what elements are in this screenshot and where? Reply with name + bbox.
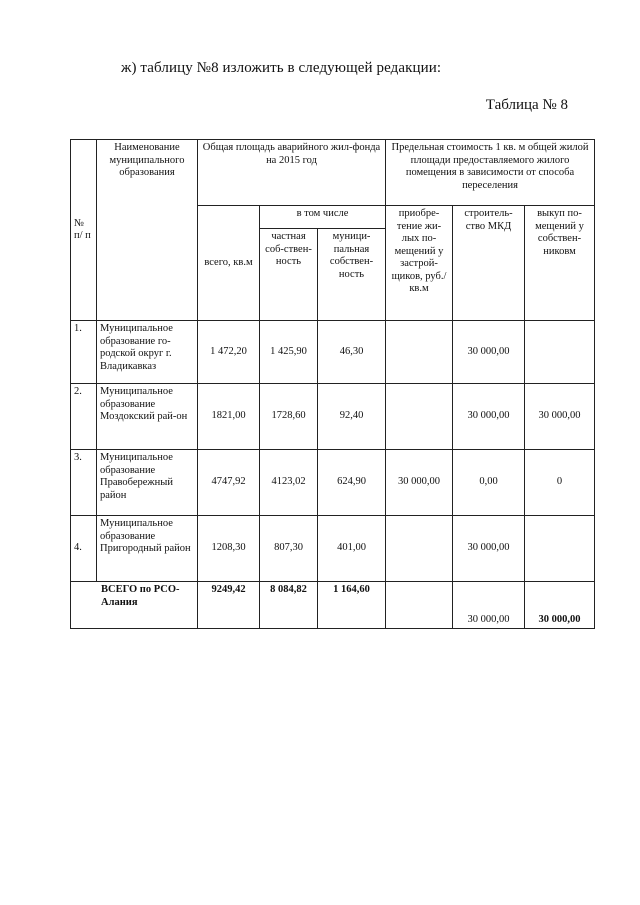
- total-area-private: 8 084,82: [260, 582, 318, 629]
- row-cost-buyout: [525, 321, 595, 384]
- header-name: Наименование муниципального образования: [97, 140, 198, 321]
- row-cost-construction: 30 000,00: [453, 516, 525, 582]
- row-name: Муниципальное образование Моздокский рай-он: [97, 384, 198, 450]
- row-area-municipal: 46,30: [318, 321, 386, 384]
- row-cost-construction: 0,00: [453, 450, 525, 516]
- row-num: 3.: [71, 450, 97, 516]
- total-area-municipal: 1 164,60: [318, 582, 386, 629]
- header-row-1: [71, 140, 595, 206]
- row-area-total: 1208,30: [198, 516, 260, 582]
- header-num: № п/ п: [71, 140, 97, 321]
- row-area-private: 807,30: [260, 516, 318, 582]
- row-cost-buyout: 0: [525, 450, 595, 516]
- resettlement-table: [70, 139, 595, 629]
- header-cost-buyout: выкуп по-мещений у собствен-никовм: [525, 206, 595, 321]
- row-area-total: 1 472,20: [198, 321, 260, 384]
- header-cost-purchase: приобре-тение жи-лых по-мещений у застрой-щиков, руб./кв.м: [386, 206, 453, 321]
- row-area-municipal: 92,40: [318, 384, 386, 450]
- row-name: Муниципальное образование Правобережный район: [97, 450, 198, 516]
- row-cost-construction: 30 000,00: [453, 384, 525, 450]
- row-area-private: 1728,60: [260, 384, 318, 450]
- total-cost-construction: 30 000,00: [453, 582, 525, 629]
- row-cost-construction: 30 000,00: [453, 321, 525, 384]
- total-cost-buyout: 30 000,00: [525, 582, 595, 629]
- table-caption: Таблица № 8: [485, 97, 568, 113]
- header-cost-construction: строитель-ство МКД: [453, 206, 525, 321]
- header-area-municipal: муници-пальная собствен-ность: [318, 229, 386, 321]
- header-area-incl: в том числе: [260, 206, 386, 229]
- row-name: Муниципальное образование го-родской округ г. Владикавказ: [97, 321, 198, 384]
- total-label: ВСЕГО по РСО-Алания: [71, 582, 198, 629]
- row-cost-buyout: 30 000,00: [525, 384, 595, 450]
- row-cost-purchase: [386, 516, 453, 582]
- header-area-total: всего, кв.м: [198, 206, 260, 321]
- header-area-private: частная соб-ствен-ность: [260, 229, 318, 321]
- total-area-total: 9249,42: [198, 582, 260, 629]
- row-area-private: 1 425,90: [260, 321, 318, 384]
- table-row: [71, 384, 595, 450]
- row-area-total: 1821,00: [198, 384, 260, 450]
- table-row: [71, 321, 595, 384]
- total-cost-purchase: [386, 582, 453, 629]
- table-row: [71, 450, 595, 516]
- row-area-total: 4747,92: [198, 450, 260, 516]
- row-area-municipal: 624,90: [318, 450, 386, 516]
- row-cost-buyout: [525, 516, 595, 582]
- row-cost-purchase: 30 000,00: [386, 450, 453, 516]
- row-area-private: 4123,02: [260, 450, 318, 516]
- row-cost-purchase: [386, 384, 453, 450]
- row-area-municipal: 401,00: [318, 516, 386, 582]
- header-area-group: Общая площадь аварийного жил-фонда на 2015 год: [198, 140, 386, 206]
- row-num: 1.: [71, 321, 97, 384]
- intro-text: ж) таблицу №8 изложить в следующей редакции:: [121, 60, 442, 76]
- row-name: Муниципальное образование Пригородный район: [97, 516, 198, 582]
- total-row: [71, 582, 595, 629]
- table-row: [71, 516, 595, 582]
- header-cost-group: Предельная стоимость 1 кв. м общей жилой площади предоставляемого жилого помещения в зависимости от способа переселения: [386, 140, 595, 206]
- row-num: 2.: [71, 384, 97, 450]
- row-cost-purchase: [386, 321, 453, 384]
- row-num: 4.: [71, 516, 97, 582]
